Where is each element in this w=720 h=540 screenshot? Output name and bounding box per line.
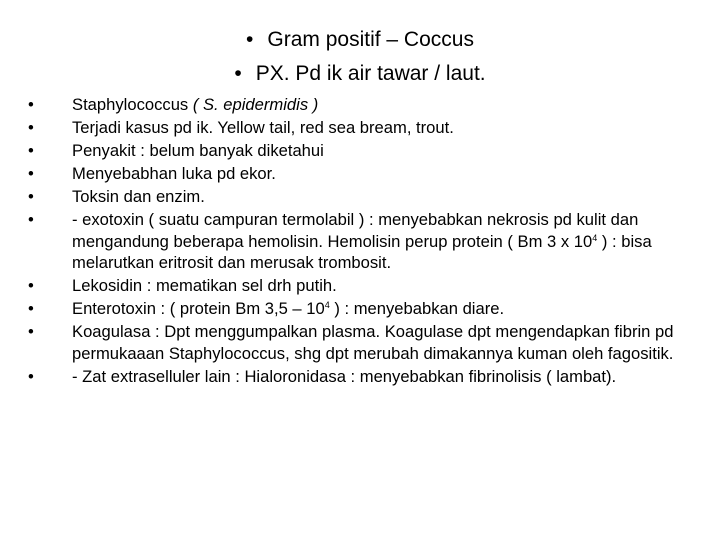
item-text: Lekosidin : mematikan sel drh putih. <box>72 276 337 295</box>
bullet-marker: • <box>28 164 34 183</box>
heading-text: Gram positif – Coccus <box>267 28 474 51</box>
item-text: Staphylococcus <box>72 95 193 114</box>
list-item-lekosidin <box>28 275 704 297</box>
bullet-marker: • <box>28 299 34 318</box>
item-superscript: 4 <box>592 232 598 243</box>
bullet-marker: • <box>28 210 34 229</box>
bullet-marker: • <box>28 322 34 341</box>
item-text: Menyebabhan luka pd ekor. <box>72 164 276 183</box>
heading-bullet: • <box>234 62 242 85</box>
list-item-exotoxin <box>28 209 704 274</box>
heading-text: PX. Pd ik air tawar / laut. <box>255 62 486 85</box>
list-item-koagulasa <box>28 321 704 364</box>
list-item-zat-extraselluler <box>28 366 704 388</box>
item-text: Penyakit : belum banyak diketahui <box>72 141 324 160</box>
item-text-continued: ) : menyebabkan diare. <box>329 299 505 318</box>
bullet-marker: • <box>28 366 34 386</box>
list-item-luka <box>28 163 704 185</box>
bullet-list <box>28 94 704 389</box>
item-species-italic: ( S. epidermidis ) <box>192 95 319 114</box>
list-item-enterotoxin <box>28 298 704 320</box>
heading-px-pd-ik <box>0 62 720 86</box>
bullet-marker: • <box>28 141 34 160</box>
item-text: - exotoxin ( suatu campuran termolabil ) : menyebabkan nekrosis pd kulit dan mengandung beberapa hemolisin. Hemolisin perup protein ( Bm 3 x 10 <box>72 210 639 251</box>
item-text: Koagulasa : Dpt menggumpalkan plasma. Koagulase dpt mengendapkan fibrin pd permukaaan Staphylococcus, shg dpt merubah dimakannya kuman oleh fagositik. <box>72 322 674 363</box>
list-item-staphylococcus <box>28 94 704 116</box>
item-text: Terjadi kasus pd ik. Yellow tail, red sea bream, trout. <box>72 118 454 137</box>
bullet-marker: • <box>28 187 34 206</box>
list-item-toksin <box>28 186 704 208</box>
item-text: Enterotoxin : ( protein Bm 3,5 – 10 <box>72 299 325 318</box>
bullet-marker: • <box>28 118 34 137</box>
item-text-continued: ) : bisa melarutkan eritrosit dan merusak trombosit. <box>72 231 652 272</box>
bullet-marker: • <box>28 95 34 114</box>
item-superscript: 4 <box>324 300 330 310</box>
list-item-kasus <box>28 117 704 139</box>
heading-gram-positif <box>0 28 720 52</box>
item-text: - Zat extraselluler lain : Hialoronidasa : menyebabkan fibrinolisis ( lambat). <box>72 366 617 386</box>
heading-bullet: • <box>246 28 254 51</box>
bullet-marker: • <box>28 276 34 295</box>
list-item-penyakit <box>28 140 704 162</box>
item-text: Toksin dan enzim. <box>72 187 205 206</box>
